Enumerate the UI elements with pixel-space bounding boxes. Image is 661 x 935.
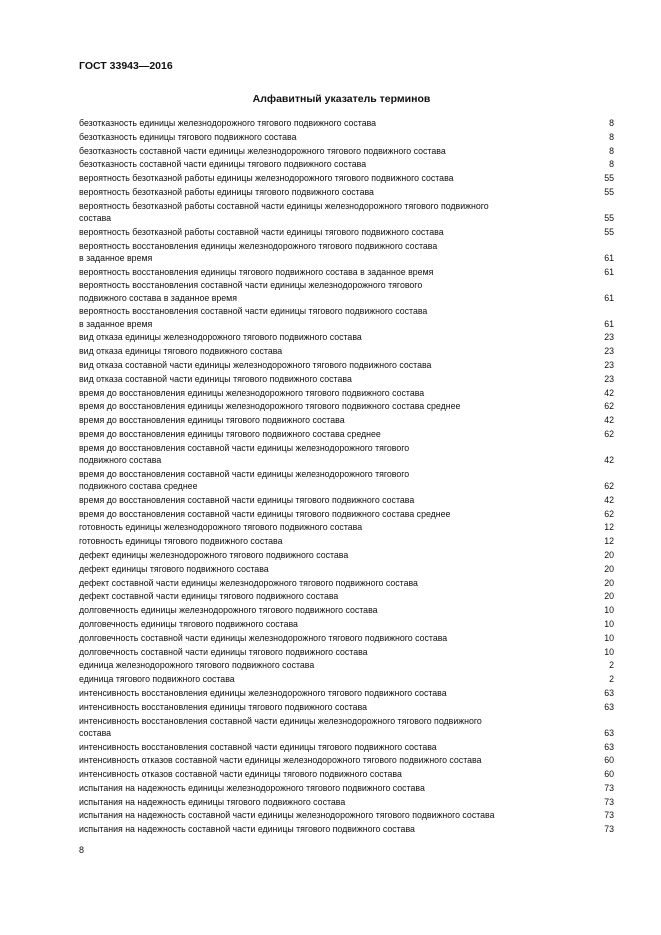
index-term: [79, 158, 589, 170]
index-term-line: дефект единицы тягового подвижного состава: [79, 563, 269, 574]
index-entry: [79, 494, 614, 506]
index-term: [79, 186, 589, 198]
index-entry: [79, 266, 614, 278]
index-term-line: время до восстановления единицы тягового подвижного состава среднее: [79, 428, 381, 439]
index-entry: [79, 359, 614, 371]
index-term-line: вид отказа единицы железнодорожного тягового подвижного состава: [79, 332, 362, 343]
index-term: [79, 240, 589, 264]
index-page-ref: 12: [604, 522, 614, 533]
index-page-ref: 60: [604, 755, 614, 766]
index-term: [79, 200, 589, 224]
index-term: [79, 145, 589, 157]
index-term-line: время до восстановления составной части единицы тягового подвижного состава: [79, 494, 415, 505]
index-entry: [79, 117, 614, 129]
index-term-line: вероятность безотказной работы составной части единицы тягового подвижного состава: [79, 226, 444, 237]
index-term-line: долговечность составной части единицы железнодорожного тягового подвижного состава: [79, 632, 448, 643]
index-term: [79, 279, 589, 303]
index-entry: [79, 715, 614, 739]
index-term: [79, 535, 589, 547]
index-page-ref: 61: [604, 252, 614, 263]
index-term-line: дефект составной части единицы тягового подвижного состава: [79, 591, 339, 602]
index-page-ref: 61: [604, 318, 614, 329]
index-entry: [79, 701, 614, 713]
index-term-line: вероятность безотказной работы единицы тягового подвижного состава: [79, 186, 374, 197]
index-term: [79, 414, 589, 426]
index-term: [79, 809, 589, 821]
index-term: [79, 373, 589, 385]
index-term: [79, 782, 589, 794]
index-term: [79, 305, 589, 329]
index-page-ref: 42: [604, 454, 614, 465]
index-entry: [79, 200, 614, 224]
index-term: [79, 345, 589, 357]
index-term: [79, 687, 589, 699]
index-term-line: испытания на надежность единицы тягового подвижного состава: [79, 796, 346, 807]
index-page-ref: 8: [609, 131, 614, 142]
index-entry: [79, 590, 614, 602]
index-term-line: в заданное время: [79, 318, 153, 329]
index-term-line: вероятность безотказной работы единицы железнодорожного тягового подвижного состава: [79, 173, 454, 184]
index-term-line: вероятность восстановления составной части единицы железнодорожного тягового: [79, 280, 423, 291]
index-term-line: вид отказа единицы тягового подвижного состава: [79, 346, 283, 357]
index-entry: [79, 549, 614, 561]
index-page-ref: 42: [604, 387, 614, 398]
index-entry: [79, 305, 614, 329]
index-term: [79, 172, 589, 184]
index-entry: [79, 796, 614, 808]
index-page-ref: 61: [604, 266, 614, 277]
index-entry: [79, 535, 614, 547]
index-page-ref: 10: [604, 618, 614, 629]
index-page-ref: 10: [604, 605, 614, 616]
index-term: [79, 823, 589, 835]
index-title: Алфавитный указатель терминов: [252, 93, 431, 105]
index-entry: [79, 400, 614, 412]
index-entry: [79, 521, 614, 533]
index-term: [79, 428, 589, 440]
index-term: [79, 673, 589, 685]
index-entry: [79, 387, 614, 399]
index-entry: [79, 508, 614, 520]
index-page-ref: 55: [604, 226, 614, 237]
index-term-line: интенсивность восстановления составной части единицы железнодорожного тягового подвижного: [79, 715, 482, 726]
index-page-ref: 63: [604, 687, 614, 698]
index-term: [79, 131, 589, 143]
index-term-line: время до восстановления единицы тягового подвижного состава: [79, 415, 345, 426]
index-entry: [79, 823, 614, 835]
index-entry: [79, 563, 614, 575]
index-term: [79, 226, 589, 238]
index-term-line: подвижного состава в заданное время: [79, 292, 237, 303]
index-term: [79, 768, 589, 780]
index-page-ref: 10: [604, 646, 614, 657]
index-entry: [79, 414, 614, 426]
index-term-line: вероятность восстановления единицы тягового подвижного состава в заданное время: [79, 266, 434, 277]
index-page-ref: 73: [604, 796, 614, 807]
index-page-ref: 23: [604, 332, 614, 343]
index-entry: [79, 279, 614, 303]
index-term: [79, 618, 589, 630]
index-page-ref: 73: [604, 810, 614, 821]
index-page-ref: 62: [604, 508, 614, 519]
index-page-ref: 60: [604, 769, 614, 780]
index-page-ref: 63: [604, 701, 614, 712]
index-page-ref: 61: [604, 292, 614, 303]
index-term-line: вид отказа составной части единицы тягового подвижного состава: [79, 373, 352, 384]
index-entry: [79, 240, 614, 264]
index-entry: [79, 331, 614, 343]
index-term-line: время до восстановления единицы железнодорожного тягового подвижного состава среднее: [79, 401, 461, 412]
index-term-line: состава: [79, 727, 112, 738]
index-entry: [79, 632, 614, 644]
index-page-ref: 20: [604, 577, 614, 588]
index-entry: [79, 428, 614, 440]
index-entry: [79, 809, 614, 821]
index-page-ref: 23: [604, 359, 614, 370]
index-term-line: время до восстановления составной части единицы тягового подвижного состава среднее: [79, 508, 451, 519]
index-term-line: готовность единицы железнодорожного тягового подвижного состава: [79, 522, 363, 533]
index-entry: [79, 345, 614, 357]
index-page-ref: 55: [604, 173, 614, 184]
index-term: [79, 646, 589, 658]
index-page-ref: 73: [604, 782, 614, 793]
index-term-line: в заданное время: [79, 252, 153, 263]
index-term-line: интенсивность отказов составной части единицы тягового подвижного состава: [79, 769, 402, 780]
index-page-ref: 12: [604, 536, 614, 547]
index-term: [79, 442, 589, 466]
index-term-line: подвижного состава среднее: [79, 480, 198, 491]
index-page-ref: 63: [604, 741, 614, 752]
index-term-line: испытания на надежность единицы железнодорожного тягового подвижного состава: [79, 782, 425, 793]
index-term-line: вероятность безотказной работы составной части единицы железнодорожного тягового подвижного: [79, 200, 489, 211]
index-entry: [79, 577, 614, 589]
index-term-line: безотказность единицы тягового подвижного состава: [79, 131, 297, 142]
index-term-line: дефект единицы железнодорожного тягового подвижного состава: [79, 549, 349, 560]
index-term: [79, 521, 589, 533]
index-term-line: время до восстановления составной части единицы железнодорожного тягового: [79, 442, 410, 453]
index-term-line: подвижного состава: [79, 454, 162, 465]
index-term-line: готовность единицы тягового подвижного состава: [79, 536, 283, 547]
index-term: [79, 701, 589, 713]
index-page-ref: 20: [604, 563, 614, 574]
index-term: [79, 387, 589, 399]
index-term-line: долговечность единицы железнодорожного тягового подвижного состава: [79, 605, 378, 616]
index-term: [79, 632, 589, 644]
index-page-ref: 55: [604, 186, 614, 197]
index-entry: [79, 145, 614, 157]
index-entry: [79, 131, 614, 143]
index-term: [79, 741, 589, 753]
index-page-ref: 62: [604, 428, 614, 439]
index-term: [79, 117, 589, 129]
index-entry: [79, 687, 614, 699]
index-term-line: вид отказа составной части единицы железнодорожного тягового подвижного состава: [79, 359, 432, 370]
index-term-line: безотказность составной части единицы тягового подвижного состава: [79, 159, 367, 170]
index-term-line: время до восстановления составной части единицы железнодорожного тягового: [79, 468, 410, 479]
index-entry: [79, 172, 614, 184]
index-entry: [79, 646, 614, 658]
index-term: [79, 590, 589, 602]
index-term-line: интенсивность восстановления единицы железнодорожного тягового подвижного состава: [79, 687, 447, 698]
index-entry: [79, 768, 614, 780]
index-entry: [79, 659, 614, 671]
index-term: [79, 468, 589, 492]
index-term: [79, 563, 589, 575]
index-page-ref: 42: [604, 415, 614, 426]
index-page-ref: 8: [609, 159, 614, 170]
index-term: [79, 659, 589, 671]
index-term: [79, 604, 589, 616]
index-term: [79, 796, 589, 808]
index-term: [79, 549, 589, 561]
index-term-line: безотказность единицы железнодорожного тягового подвижного состава: [79, 118, 377, 128]
index-entry: [79, 782, 614, 794]
page-number: 8: [79, 845, 85, 855]
document-header: ГОСТ 33943—2016: [79, 60, 173, 72]
index-term-line: вероятность восстановления единицы железнодорожного тягового подвижного состава: [79, 240, 438, 251]
index-term: [79, 359, 589, 371]
index-entry: [79, 754, 614, 766]
index-term-line: долговечность единицы тягового подвижного состава: [79, 618, 298, 629]
index-term-line: долговечность составной части единицы тягового подвижного состава: [79, 646, 368, 657]
index-term-line: дефект составной части единицы железнодорожного тягового подвижного состава: [79, 577, 418, 588]
index-term-line: интенсивность отказов составной части единицы железнодорожного тягового подвижного состава: [79, 755, 482, 766]
index-term: [79, 494, 589, 506]
index-term-line: интенсивность восстановления составной части единицы тягового подвижного состава: [79, 741, 437, 752]
term-index-list: [79, 117, 614, 837]
index-page-ref: 73: [604, 824, 614, 835]
index-term-line: интенсивность восстановления единицы тягового подвижного состава: [79, 701, 368, 712]
index-page-ref: 8: [609, 145, 614, 156]
index-page-ref: 23: [604, 373, 614, 384]
index-page-ref: 20: [604, 591, 614, 602]
index-entry: [79, 373, 614, 385]
index-page-ref: 62: [604, 480, 614, 491]
index-page-ref: 42: [604, 494, 614, 505]
index-entry: [79, 618, 614, 630]
index-term: [79, 577, 589, 589]
index-term: [79, 331, 589, 343]
index-page-ref: 20: [604, 549, 614, 560]
index-term-line: безотказность составной части единицы железнодорожного тягового подвижного состава: [79, 145, 446, 156]
index-page-ref: 10: [604, 632, 614, 643]
index-entry: [79, 468, 614, 492]
index-entry: [79, 741, 614, 753]
index-term-line: вероятность восстановления составной части единицы тягового подвижного состава: [79, 306, 428, 317]
index-page-ref: 2: [609, 660, 614, 671]
index-term-line: испытания на надежность составной части единицы тягового подвижного состава: [79, 824, 415, 835]
index-entry: [79, 442, 614, 466]
index-page-ref: 62: [604, 401, 614, 412]
index-term: [79, 400, 589, 412]
index-term: [79, 715, 589, 739]
index-entry: [79, 158, 614, 170]
index-term: [79, 508, 589, 520]
index-term-line: единица тягового подвижного состава: [79, 674, 235, 685]
index-term: [79, 266, 589, 278]
index-entry: [79, 673, 614, 685]
index-page-ref: 55: [604, 212, 614, 223]
index-entry: [79, 226, 614, 238]
index-entry: [79, 186, 614, 198]
index-term-line: испытания на надежность составной части единицы железнодорожного тягового подвижного состава: [79, 810, 495, 821]
index-page-ref: 2: [609, 674, 614, 685]
index-page-ref: 8: [609, 118, 614, 128]
index-page-ref: 63: [604, 727, 614, 738]
index-term: [79, 754, 589, 766]
index-term-line: единица железнодорожного тягового подвижного состава: [79, 660, 315, 671]
index-page-ref: 23: [604, 346, 614, 357]
index-entry: [79, 604, 614, 616]
index-term-line: время до восстановления единицы железнодорожного тягового подвижного состава: [79, 387, 425, 398]
index-term-line: состава: [79, 212, 112, 223]
